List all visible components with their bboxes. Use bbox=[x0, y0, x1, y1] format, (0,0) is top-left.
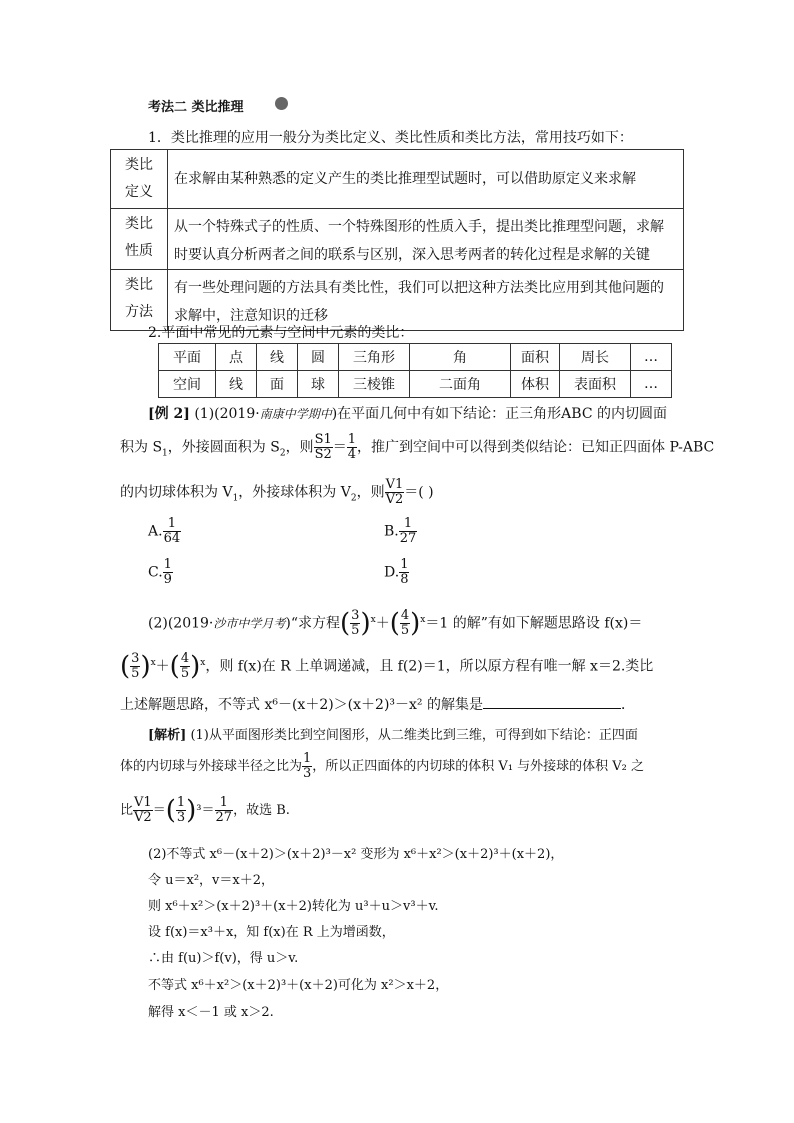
item2-intro: 2.平面中常见的元素与空间中元素的类比： bbox=[148, 325, 414, 341]
table-row bbox=[159, 371, 672, 398]
cell: 体积 bbox=[511, 371, 560, 398]
option-c[interactable]: C. $\frac{1}{9}$ bbox=[148, 557, 172, 587]
cell: … bbox=[631, 344, 672, 371]
cell: 三角形 bbox=[339, 344, 410, 371]
solution-step: ∴由 f(u)＞f(v)，得 u＞v. bbox=[148, 951, 299, 966]
solution-line2: 体的内切球与外接球半径之比为 $\frac{1}{3}$ ，所以正四面体的内切球的体积 V₁ 与外接球的体积 V₂ 之 bbox=[120, 751, 645, 781]
cell: 点 bbox=[216, 344, 257, 371]
solution-step: 设 f(x)＝x³＋x，知 f(x)在 R 上为增函数， bbox=[148, 925, 395, 940]
cell: 圆 bbox=[298, 344, 339, 371]
solution-step: 解得 x＜－1 或 x＞2. bbox=[148, 1005, 274, 1020]
row-content: 在求解由某种熟悉的定义产生的类比推理型试题时，可以借助原定义来求解 bbox=[168, 150, 684, 209]
cell: 空间 bbox=[159, 371, 216, 398]
one-quarter-fraction: $\frac{1}{4}$ bbox=[347, 432, 357, 462]
example-p1-line2: 积为 $S_1$，外接圆面积为 $S_2$，则 $\frac{S1}{S2}$ ＝ $\frac{1}{4}$ ，推广到空间中可以得到类似结论：已知正四面体 P-ABC bbox=[120, 432, 715, 462]
solution-line1: [解析] (1)从平面图形类比到空间图形，从二维类比到三维，可得到如下结论：正四面 bbox=[148, 728, 638, 743]
example-p1-line3: 的内切球体积为 $V_1$，外接球体积为 $V_2$，则 $\frac{V1}{V2}$ ＝( ) bbox=[120, 477, 434, 507]
cell: 面 bbox=[257, 371, 298, 398]
row-header: 类比 性质 bbox=[111, 209, 168, 270]
cell: 角 bbox=[410, 344, 511, 371]
school-name: 沙市中学月考 bbox=[213, 616, 286, 631]
answer-blank[interactable] bbox=[483, 696, 621, 709]
row-header: 类比 方法 bbox=[111, 270, 168, 331]
analogy-method-table bbox=[110, 149, 684, 331]
example-p1-line1: [例 2] (1)(2019·南康中学期中)在平面几何中有如下结论：正三角形ABC 的内切圆面 bbox=[148, 406, 667, 422]
solution-step: 令 u＝x²，v＝x＋2， bbox=[148, 873, 274, 888]
section-title: 考法二 类比推理 bbox=[148, 100, 244, 115]
example-p2-line1: (2)(2019·沙市中学月考)“求方程( $\frac{3}{5}$ )$^x$＋( $\frac{4}{5}$ )$^x$＝1 的解”有如下解题思路设 f(x)＝ bbox=[148, 608, 643, 639]
cell: … bbox=[631, 371, 672, 398]
row-content: 有一些处理问题的方法具有类比性，我们可以把这种方法类比应用到其他问题的求解中，注意知识的迁移 bbox=[168, 270, 684, 331]
cell: 三棱锥 bbox=[339, 371, 410, 398]
school-name: 南康中学期中 bbox=[259, 407, 332, 421]
ratio-v-fraction: $\frac{V1}{V2}$ bbox=[385, 477, 404, 507]
ratio-s-fraction: $\frac{S1}{S2}$ bbox=[314, 432, 332, 462]
solution-label: [解析] bbox=[148, 728, 187, 743]
cell: 线 bbox=[216, 371, 257, 398]
table-row bbox=[111, 150, 684, 209]
row-content: 从一个特殊式子的性质、一个特殊图形的性质入手，提出类比推理型问题，求解时要认真分析两者之间的联系与区别，深入思考两者的转化过程是求解的关键 bbox=[168, 209, 684, 270]
cell: 面积 bbox=[511, 344, 560, 371]
cell: 线 bbox=[257, 344, 298, 371]
element-analogy-table bbox=[158, 343, 672, 398]
cell: 表面积 bbox=[560, 371, 631, 398]
example-p2-line3: 上述解题思路，不等式 x⁶－(x＋2)＞(x＋2)³－x² 的解集是 ． bbox=[120, 697, 635, 713]
solution-step: (2)不等式 x⁶－(x＋2)＞(x＋2)³－x² 变形为 x⁶＋x²＞(x＋2)³＋(x＋2)， bbox=[148, 847, 564, 862]
solution-step: 则 x⁶＋x²＞(x＋2)³＋(x＋2)转化为 u³＋u＞v³＋v. bbox=[148, 899, 439, 914]
section-marker-icon bbox=[275, 97, 288, 110]
table-row bbox=[159, 344, 672, 371]
option-b[interactable]: B. $\frac{1}{27}$ bbox=[384, 516, 417, 546]
cell: 周长 bbox=[560, 344, 631, 371]
item1-intro: 1．类比推理的应用一般分为类比定义、类比性质和类比方法，常用技巧如下： bbox=[148, 130, 633, 146]
solution-line3: 比 $\frac{V1}{V2}$ ＝( $\frac{1}{3}$ )³＝ $\frac{1}{27}$ ，故选 B. bbox=[120, 795, 290, 826]
option-d[interactable]: D. $\frac{1}{8}$ bbox=[384, 557, 409, 587]
cell: 球 bbox=[298, 371, 339, 398]
example-p2-line2: ( $\frac{3}{5}$ )$^x$＋( $\frac{4}{5}$ )$^x$，则 f(x)在 R 上单调递减，且 f(2)＝1，所以原方程有唯一解 x＝2.类比 bbox=[120, 651, 654, 682]
table-row bbox=[111, 209, 684, 270]
row-header: 类比 定义 bbox=[111, 150, 168, 209]
cell: 二面角 bbox=[410, 371, 511, 398]
option-a[interactable]: A. $\frac{1}{64}$ bbox=[148, 516, 181, 546]
cell: 平面 bbox=[159, 344, 216, 371]
solution-step: 不等式 x⁶＋x²＞(x＋2)³＋(x＋2)可化为 x²＞x＋2， bbox=[148, 978, 449, 993]
example-label: [例 2] bbox=[148, 406, 190, 422]
